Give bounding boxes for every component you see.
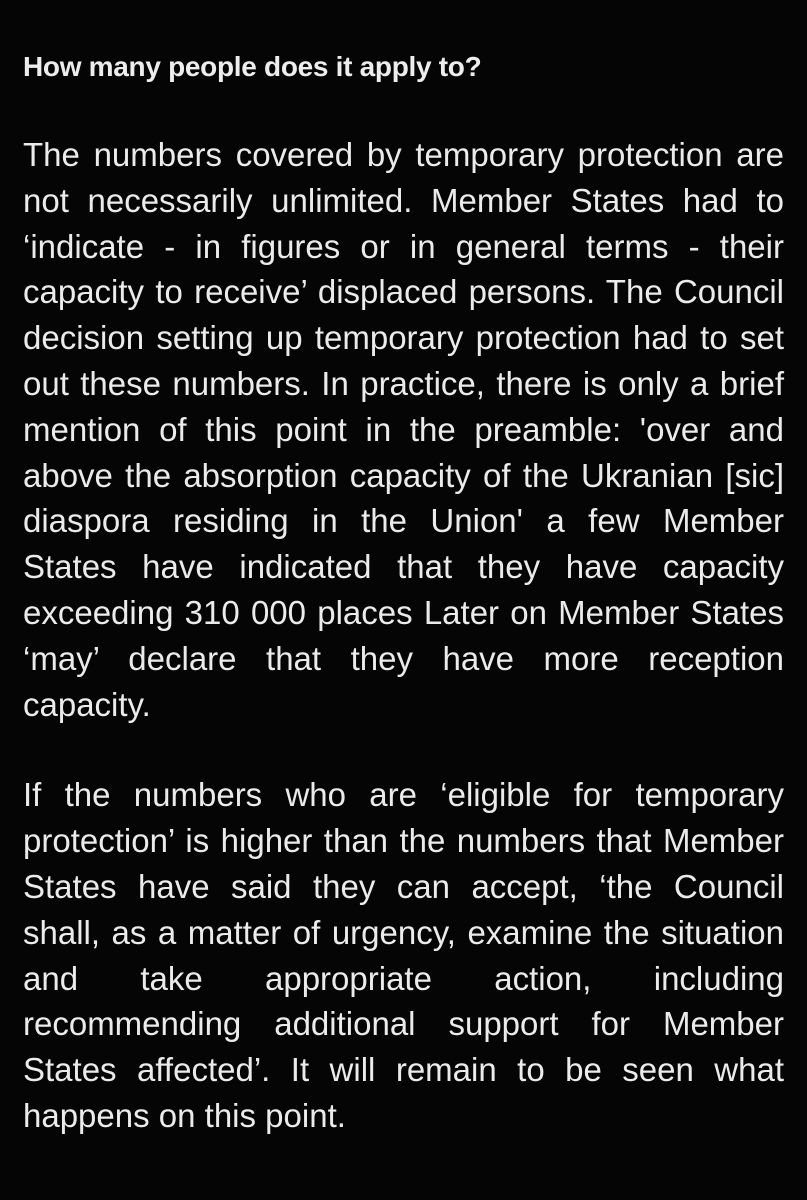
paragraph-council-action: If the numbers who are ‘eligible for temporary protection’ is higher than the numbers that Member States have said they can accept, ‘the Council shall, as a matter of urgency, examine the situation and take appropriate action, including recommending additional support for Member States affected’. It will remain to be seen what happens on this point. (23, 776, 784, 1134)
paragraph-capacity: The numbers covered by temporary protection are not necessarily unlimited. Member States had to ‘indicate - in figures or in general terms - their capacity to receive’ displaced persons. The Council decision setting up temporary protection had to set out these numbers. In practice, there is only a brief mention of this point in the preamble: 'over and above the absorption capacity of the Ukranian [sic] diaspora residing in the Union' a few Member States have indicated that they have capacity exceeding 310 000 places Later on Member States ‘may’ declare that they have more reception capacity. (23, 136, 784, 723)
article-body (23, 44, 784, 1139)
section-heading: How many people does it apply to? (23, 51, 482, 82)
